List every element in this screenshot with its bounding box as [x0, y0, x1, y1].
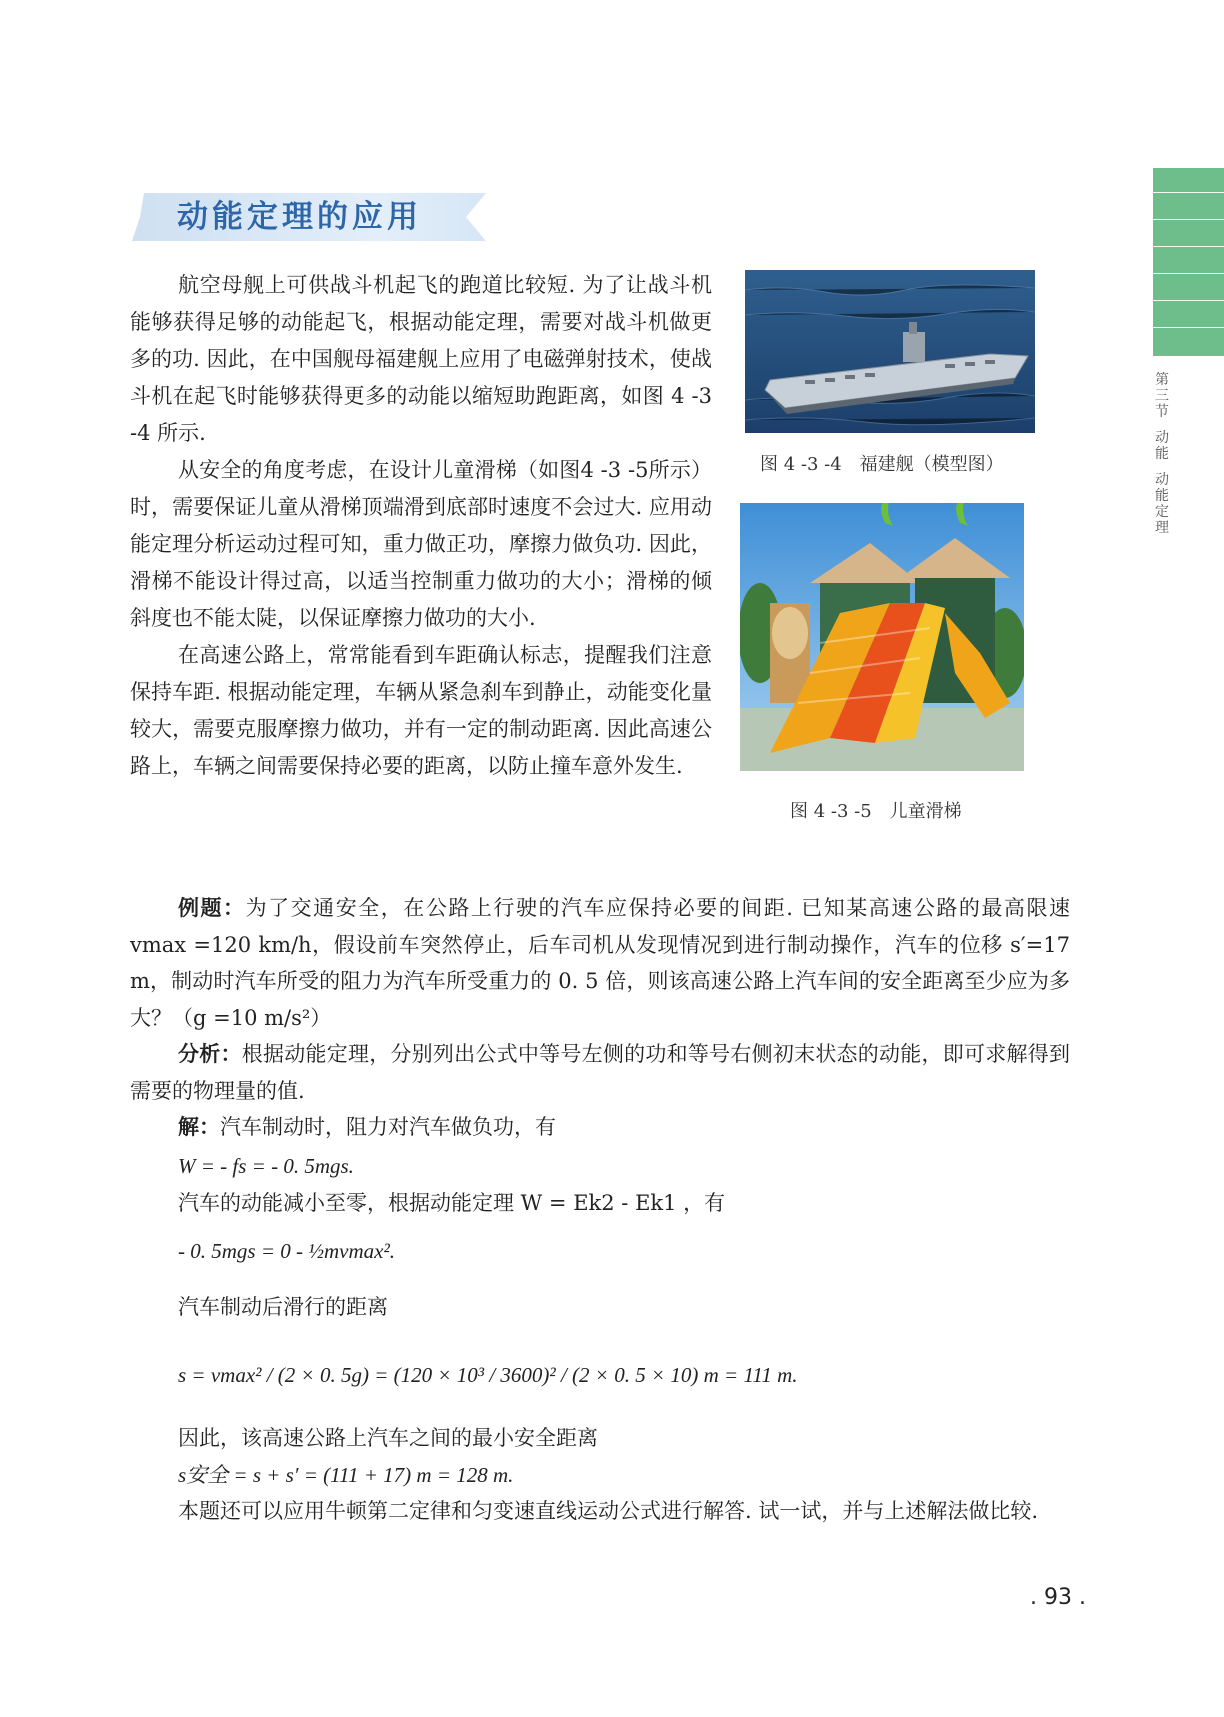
- eq-kinetic-text: - 0. 5mgs = 0 - ½mvmax².: [178, 1239, 396, 1263]
- tab-section-label: 第三节: [1155, 372, 1169, 420]
- example-text: 为了交通安全，在公路上行驶的汽车应保持必要的间距. 已知某高速公路的最高限速 vmax =120 km/h，假设前车突然停止，后车司机从发现情况到进行制动操作，汽车的位移 s′=17 m，制动时汽车所受的阻力为汽车所受重力的 0. 5 倍，则该高速公路上汽车间的安全距离至少应为多大？（g =10 m/s²）: [130, 896, 1070, 1030]
- slide-illustration: [740, 503, 1024, 771]
- solution-line-1: [130, 1109, 1070, 1146]
- figure-caption-slide: 图 4 -3 -5 儿童滑梯: [790, 801, 962, 822]
- solution-line-2: 汽车的动能减小至零，根据动能定理 W = Ek2 - Ek1 ，有: [178, 1191, 726, 1215]
- equation-work: [178, 1151, 354, 1181]
- intro-text: [130, 267, 712, 785]
- paragraph-highway: 在高速公路上，常常能看到车距确认标志，提醒我们注意保持车距. 根据动能定理，车辆从紧急刹车到静止，动能变化量较大，需要克服摩擦力做功，并有一定的制动距离. 因此高速公路上，车辆之间需要保持必要的距离，以防止撞车意外发生.: [130, 643, 712, 778]
- chapter-tab-labels: [1152, 372, 1172, 546]
- conclusion-text: 本题还可以应用牛顿第二定律和匀变速直线运动公式进行解答. 试一试，并与上述解法做比较.: [178, 1499, 1039, 1523]
- paragraph-slide: 从安全的角度考虑，在设计儿童滑梯（如图4 -3 -5所示）时，需要保证儿童从滑梯顶端滑到底部时速度不会过大. 应用动能定理分析运动过程可知，重力做正功，摩擦力做负功. 因此，滑梯不能设计得过高，以适当控制重力做功的大小；滑梯的倾斜度也不能太陡，以保证摩擦力做功的大小.: [130, 458, 712, 630]
- tab-chapter-label: 动能: [1155, 430, 1169, 462]
- tab-topic-label: 动能定理: [1155, 472, 1169, 536]
- eq-work-text: W = - fs = - 0. 5mgs.: [178, 1154, 354, 1178]
- section-title: [132, 193, 486, 241]
- paragraph-carrier: 航空母舰上可供战斗机起飞的跑道比较短. 为了让战斗机能够获得足够的动能起飞，根据动能定理，需要对战斗机做更多的功. 因此，在中国舰母福建舰上应用了电磁弹射技术，使战斗机在起飞时能够获得更多的动能以缩短助跑距离，如图 4 -3 -4 所示.: [130, 273, 712, 445]
- section-title-text: 动能定理的应用: [177, 199, 422, 235]
- example-question: [130, 890, 1070, 1036]
- solution-label: 解：: [178, 1115, 220, 1139]
- page-number: . 93 .: [1030, 1585, 1086, 1610]
- solution-text-1: 汽车制动时，阻力对汽车做负功，有: [220, 1115, 556, 1139]
- chapter-tab: [1153, 168, 1224, 356]
- example-analysis: [130, 1036, 1070, 1109]
- equation-safe-distance: [178, 1460, 513, 1490]
- figure-aircraft-carrier: [745, 270, 1035, 433]
- example-problem: [130, 890, 1070, 1146]
- solution-line-3: 汽车制动后滑行的距离: [178, 1295, 388, 1319]
- equation-distance: [178, 1360, 798, 1390]
- figure-childrens-slide: [740, 503, 1024, 771]
- example-conclusion: [130, 1493, 1070, 1529]
- figure-caption-carrier: 图 4 -3 -4 福建舰（模型图）: [760, 454, 1004, 475]
- analysis-label: 分析：: [178, 1042, 242, 1066]
- eq-distance-text: s = vmax² / (2 × 0. 5g) = (120 × 10³ / 3600)² / (2 × 0. 5 × 10) m = 111 m.: [178, 1363, 798, 1387]
- solution-line-4: 因此，该高速公路上汽车之间的最小安全距离: [178, 1426, 598, 1450]
- carrier-illustration: [745, 270, 1035, 433]
- equation-kinetic: [178, 1236, 395, 1266]
- example-label: 例题：: [178, 896, 246, 920]
- analysis-text: 根据动能定理，分别列出公式中等号左侧的功和等号右侧初末状态的动能，即可求解得到需要的物理量的值.: [130, 1042, 1070, 1103]
- eq-safe-text: s安全 = s + s′ = (111 + 17) m = 128 m.: [178, 1463, 514, 1487]
